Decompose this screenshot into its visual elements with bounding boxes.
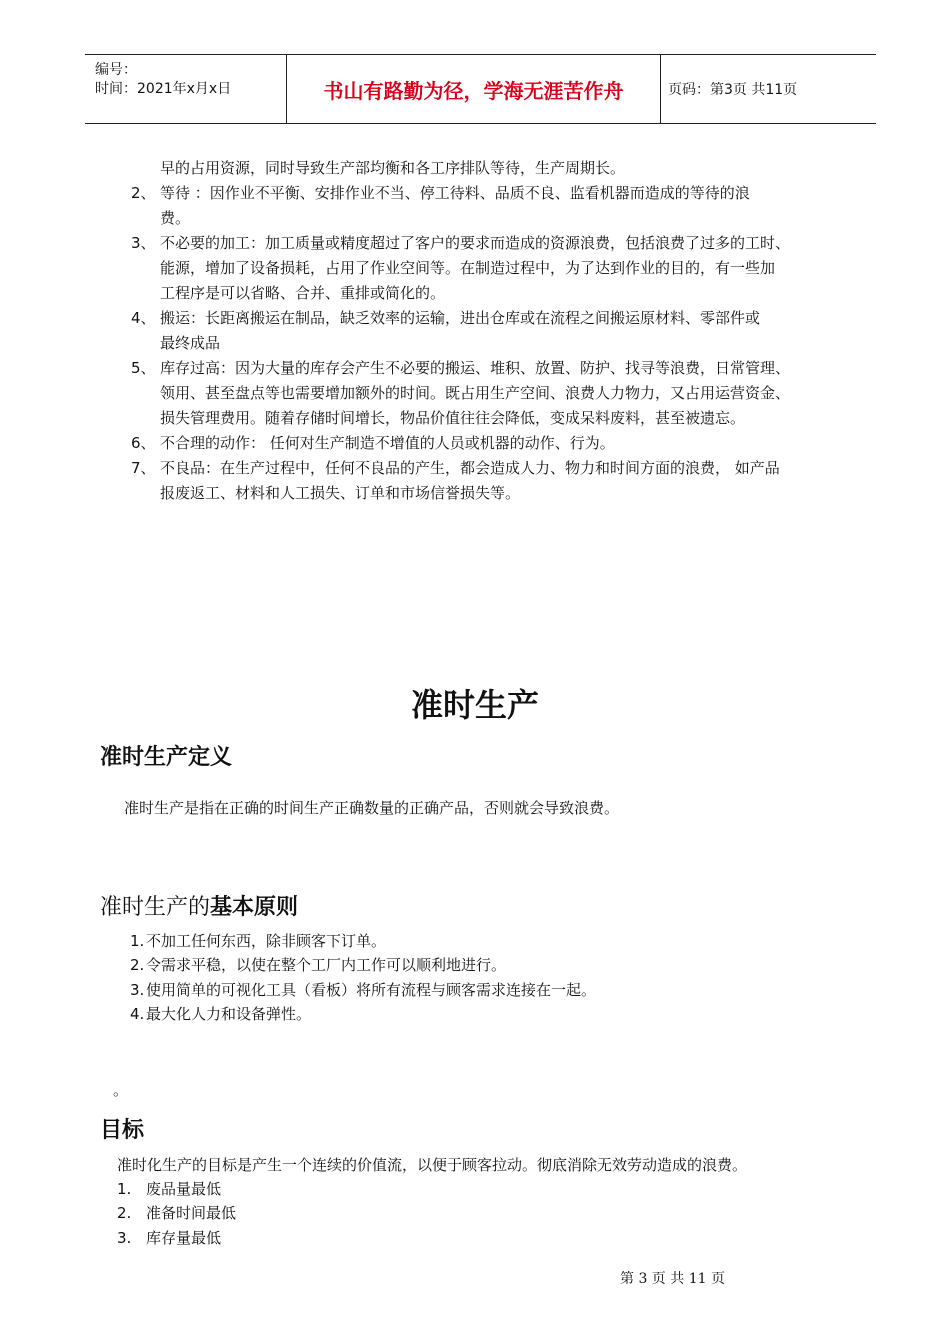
principle-number: 4. xyxy=(130,1005,145,1023)
list-number: 3、 xyxy=(131,234,156,252)
principle-text: 最大化人力和设备弹性。 xyxy=(146,1005,312,1023)
list-number: 4、 xyxy=(131,309,156,327)
page-footer: 第 3 页 共 11 页 xyxy=(620,1271,725,1287)
principle-text: 不加工任何东西，除非顾客下订单。 xyxy=(146,932,387,950)
header-motto: 书山有路勤为径，学海无涯苦作舟 xyxy=(286,55,661,123)
goal-number: 1. xyxy=(117,1180,132,1198)
principles-heading-plain: 准时生产的 xyxy=(100,895,211,920)
list-item-line: 库存过高：因为大量的库存会产生不必要的搬运、堆积、放置、防护、找寻等浪费，日常管理、 xyxy=(160,359,791,377)
principle-number: 3. xyxy=(130,981,145,999)
list-item-line: 报废返工、材料和人工损失、订单和市场信誉损失等。 xyxy=(160,484,521,502)
list-item-line: 不合理的动作： 任何对生产制造不增值的人员或机器的动作、行为。 xyxy=(160,434,615,452)
list-continuation: 早的占用资源，同时导致生产部均衡和各工序排队等待，生产周期长。 xyxy=(160,159,626,177)
goal-item: 库存量最低 xyxy=(146,1229,222,1247)
principle-text: 令需求平稳，以使在整个工厂内工作可以顺利地进行。 xyxy=(146,956,507,974)
goal-number: 3. xyxy=(117,1229,132,1247)
header-meta xyxy=(85,55,286,123)
section-title: 准时生产 xyxy=(410,686,539,724)
principle-number: 2. xyxy=(130,956,145,974)
principles-heading xyxy=(100,890,298,921)
principle-text: 使用简单的可视化工具（看板）将所有流程与顾客需求连接在一起。 xyxy=(146,981,597,999)
code-label: 编号： xyxy=(95,62,137,78)
list-item-line: 等待 ：因作业不平衡、安排作业不当、停工待料、品质不良、监看机器而造成的等待的浪 xyxy=(160,184,750,202)
list-number: 2、 xyxy=(131,184,156,202)
list-item-line: 领用、甚至盘点等也需要增加额外的时间。既占用生产空间、浪费人力物力，又占用运营资金、 xyxy=(160,384,791,402)
list-number: 5、 xyxy=(131,359,156,377)
list-item-line: 最终成品 xyxy=(160,334,221,352)
goal-item: 废品量最低 xyxy=(146,1180,222,1198)
list-item-line: 损失管理费用。随着存储时间增长，物品价值往往会降低，变成呆料废料，甚至被遗忘。 xyxy=(160,409,746,427)
goal-heading: 目标 xyxy=(100,1118,145,1143)
header-page-info xyxy=(660,55,876,123)
goal-item: 准备时间最低 xyxy=(146,1204,237,1222)
principles-heading-bold: 基本原则 xyxy=(210,895,299,920)
definition-heading: 准时生产定义 xyxy=(100,745,233,770)
stray-mark: 。 xyxy=(113,1081,129,1099)
goal-text: 准时化生产的目标是产生一个连续的价值流，以便于顾客拉动。彻底消除无效劳动造成的浪费。 xyxy=(117,1156,748,1174)
list-item-line: 能源，增加了设备损耗，占用了作业空间等。在制造过程中，为了达到作业的目的，有一些加 xyxy=(160,259,776,277)
goal-number: 2. xyxy=(117,1204,132,1222)
list-number: 7、 xyxy=(131,459,156,477)
list-item-line: 不良品：在生产过程中，任何不良品的产生，都会造成人力、物力和时间方面的浪费， 如产品 xyxy=(160,459,780,477)
list-item-line: 搬运：长距离搬运在制品，缺乏效率的运输，进出仓库或在流程之间搬运原材料、零部件或 xyxy=(160,309,761,327)
definition-text: 准时生产是指在正确的时间生产正确数量的正确产品，否则就会导致浪费。 xyxy=(124,799,620,817)
page-info-text: 页码：第3页 共11页 xyxy=(668,82,798,98)
page-header xyxy=(85,54,876,124)
list-item-line: 工程序是可以省略、合并、重排或简化的。 xyxy=(160,284,446,302)
list-item-line: 费。 xyxy=(160,209,191,227)
list-number: 6、 xyxy=(131,434,156,452)
list-item-line: 不必要的加工：加工质量或精度超过了客户的要求而造成的资源浪费，包括浪费了过多的工时、 xyxy=(160,234,791,252)
principle-number: 1. xyxy=(130,932,145,950)
date-label: 时间：2021年x月x日 xyxy=(95,81,232,97)
